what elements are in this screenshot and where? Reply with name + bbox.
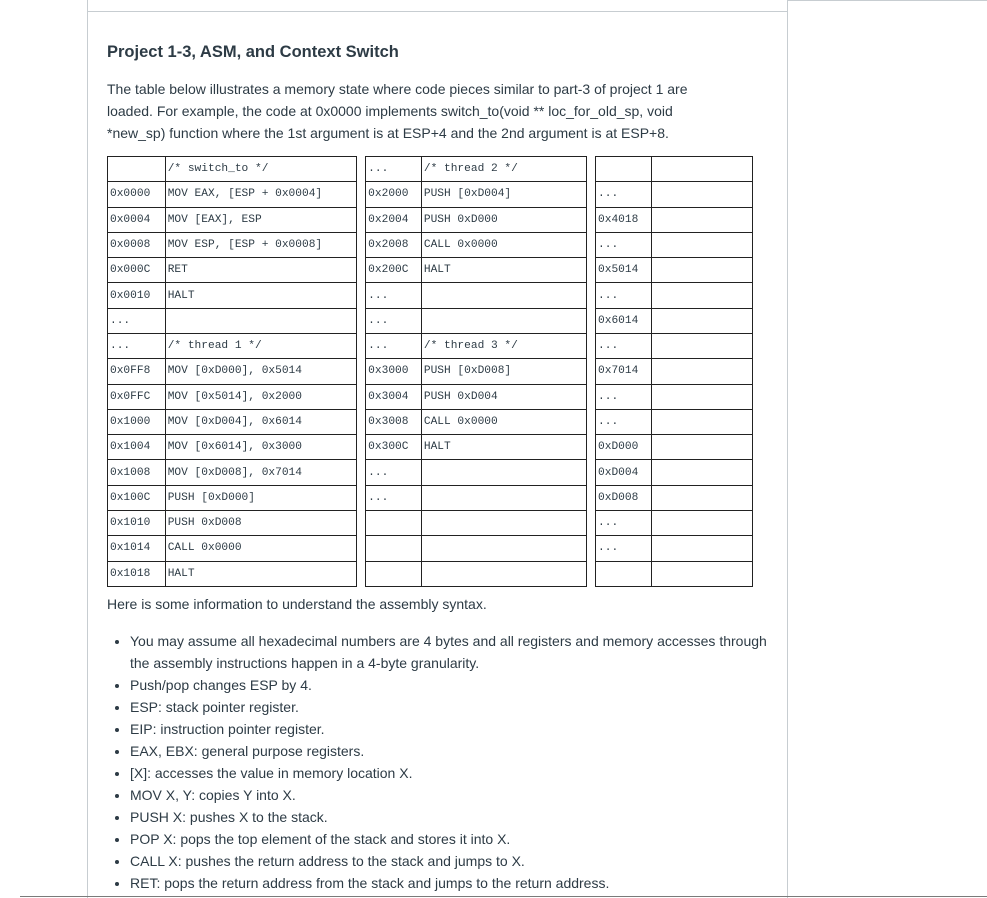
code-cell: PUSH [0xD004]: [421, 182, 586, 207]
addr-cell: 0x1004: [108, 435, 166, 460]
addr-cell: 0x2000: [366, 182, 422, 207]
value-cell: [651, 182, 752, 207]
addr-cell: 0x4018: [596, 207, 652, 232]
list-item: • RET: pops the return address from the stack and jumps to the return address.: [130, 872, 770, 894]
addr-cell: ...: [596, 384, 652, 409]
code-cell: MOV [0x5014], 0x2000: [165, 384, 356, 409]
table-row: [108, 182, 753, 207]
addr-cell: ...: [596, 510, 652, 535]
table-row: [108, 258, 753, 283]
value-cell: [651, 232, 752, 257]
intro-line: loaded. For example, the code at 0x0000 implements switch_to(void ** loc_for_old_sp, void: [107, 103, 673, 119]
addr-cell: [366, 536, 422, 561]
addr-cell: 0x100C: [108, 485, 166, 510]
value-cell: [651, 409, 752, 434]
table-row: [108, 435, 753, 460]
column-gap: [357, 359, 366, 384]
column-gap: [586, 207, 595, 232]
code-cell: [421, 485, 586, 510]
code-cell: MOV EAX, [ESP + 0x0004]: [165, 182, 356, 207]
value-cell: [651, 460, 752, 485]
code-cell: MOV ESP, [ESP + 0x0008]: [165, 232, 356, 257]
addr-cell: 0x1000: [108, 409, 166, 434]
code-cell: RET: [165, 258, 356, 283]
addr-cell: [596, 561, 652, 587]
bottom-divider: [20, 896, 987, 897]
table-row: [108, 283, 753, 308]
table-row: [108, 359, 753, 384]
column-gap: [586, 561, 595, 587]
table-row: [108, 207, 753, 232]
column-gap: [357, 460, 366, 485]
addr-cell: ...: [596, 182, 652, 207]
table-row: [108, 460, 753, 485]
code-cell: [165, 308, 356, 333]
table-row: [108, 510, 753, 535]
column-gap: [357, 157, 366, 182]
addr-cell: 0x3008: [366, 409, 422, 434]
column-gap: [357, 536, 366, 561]
list-item: • MOV X, Y: copies Y into X.: [130, 784, 770, 806]
table-row: [108, 333, 753, 358]
addr-cell: [366, 561, 422, 587]
column-gap: [357, 333, 366, 358]
syntax-list: [107, 630, 770, 894]
addr-cell: 0x0004: [108, 207, 166, 232]
addr-cell: 0x0008: [108, 232, 166, 257]
column-gap: [357, 384, 366, 409]
addr-cell: 0x000C: [108, 258, 166, 283]
list-item: • You may assume all hexadecimal numbers are 4 bytes and all registers and memory accesses through the assembly instructions happen in a 4-byte granularity.: [130, 630, 770, 674]
list-item: • [X]: accesses the value in memory location X.: [130, 762, 770, 784]
addr-cell: 0x1008: [108, 460, 166, 485]
list-item: • CALL X: pushes the return address to the stack and jumps to X.: [130, 850, 770, 872]
column-gap: [586, 510, 595, 535]
table-row: [108, 561, 753, 587]
table-row: [108, 232, 753, 257]
addr-cell: ...: [596, 232, 652, 257]
column-gap: [357, 258, 366, 283]
addr-cell: ...: [108, 333, 166, 358]
code-cell: MOV [0xD004], 0x6014: [165, 409, 356, 434]
table-row: [108, 384, 753, 409]
addr-cell: 0xD000: [596, 435, 652, 460]
code-cell: PUSH 0xD004: [421, 384, 586, 409]
code-cell: CALL 0x0000: [421, 232, 586, 257]
code-cell: [421, 536, 586, 561]
code-cell: PUSH [0xD000]: [165, 485, 356, 510]
code-cell: HALT: [421, 258, 586, 283]
addr-cell: 0x1018: [108, 561, 166, 587]
table-row: [108, 409, 753, 434]
column-gap: [357, 510, 366, 535]
code-cell: MOV [0x6014], 0x3000: [165, 435, 356, 460]
code-cell: [421, 308, 586, 333]
column-gap: [586, 359, 595, 384]
addr-cell: [366, 510, 422, 535]
addr-cell: 0x1014: [108, 536, 166, 561]
addr-cell: 0xD004: [596, 460, 652, 485]
column-gap: [357, 435, 366, 460]
addr-cell: ...: [366, 308, 422, 333]
column-gap: [357, 561, 366, 587]
value-cell: [651, 258, 752, 283]
addr-cell: ...: [596, 283, 652, 308]
code-cell: PUSH 0xD000: [421, 207, 586, 232]
code-cell: PUSH [0xD008]: [421, 359, 586, 384]
addr-cell: ...: [366, 283, 422, 308]
addr-cell: ...: [596, 409, 652, 434]
top-divider: [788, 0, 987, 1]
addr-cell: 0x3004: [366, 384, 422, 409]
addr-cell: 0xD008: [596, 485, 652, 510]
addr-cell: 0x200C: [366, 258, 422, 283]
list-item: • PUSH X: pushes X to the stack.: [130, 806, 770, 828]
value-cell: [651, 435, 752, 460]
addr-cell: [596, 157, 652, 182]
code-cell: /* switch_to */: [165, 157, 356, 182]
code-cell: [421, 283, 586, 308]
code-cell: CALL 0x0000: [165, 536, 356, 561]
addr-cell: ...: [366, 485, 422, 510]
column-gap: [586, 283, 595, 308]
table-row: [108, 485, 753, 510]
column-gap: [357, 409, 366, 434]
value-cell: [651, 207, 752, 232]
addr-cell: 0x0FF8: [108, 359, 166, 384]
list-item: • EAX, EBX: general purpose registers.: [130, 740, 770, 762]
addr-cell: ...: [366, 157, 422, 182]
code-cell: MOV [EAX], ESP: [165, 207, 356, 232]
column-gap: [586, 157, 595, 182]
code-cell: PUSH 0xD008: [165, 510, 356, 535]
addr-cell: 0x5014: [596, 258, 652, 283]
column-gap: [586, 485, 595, 510]
addr-cell: 0x2008: [366, 232, 422, 257]
value-cell: [651, 283, 752, 308]
table-row: [108, 157, 753, 182]
column-gap: [586, 333, 595, 358]
list-item: • Push/pop changes ESP by 4.: [130, 674, 770, 696]
code-cell: [421, 561, 586, 587]
addr-cell: ...: [596, 333, 652, 358]
addr-cell: 0x6014: [596, 308, 652, 333]
column-gap: [586, 384, 595, 409]
list-item: • ESP: stack pointer register.: [130, 696, 770, 718]
addr-cell: ...: [366, 460, 422, 485]
value-cell: [651, 308, 752, 333]
code-cell: CALL 0x0000: [421, 409, 586, 434]
page-title: Project 1-3, ASM, and Context Switch: [107, 43, 399, 61]
column-gap: [586, 308, 595, 333]
code-cell: [421, 460, 586, 485]
code-cell: HALT: [165, 283, 356, 308]
column-gap: [357, 485, 366, 510]
value-cell: [651, 510, 752, 535]
code-cell: HALT: [165, 561, 356, 587]
column-gap: [586, 435, 595, 460]
value-cell: [651, 536, 752, 561]
addr-cell: [108, 157, 166, 182]
addr-cell: ...: [366, 333, 422, 358]
addr-cell: ...: [108, 308, 166, 333]
addr-cell: ...: [596, 536, 652, 561]
addr-cell: 0x0000: [108, 182, 166, 207]
addr-cell: 0x0FFC: [108, 384, 166, 409]
code-cell: /* thread 2 */: [421, 157, 586, 182]
table-row: [108, 536, 753, 561]
column-gap: [586, 258, 595, 283]
value-cell: [651, 359, 752, 384]
addr-cell: 0x3000: [366, 359, 422, 384]
value-cell: [651, 333, 752, 358]
list-item: • POP X: pops the top element of the stack and stores it into X.: [130, 828, 770, 850]
value-cell: [651, 384, 752, 409]
addr-cell: 0x1010: [108, 510, 166, 535]
column-gap: [357, 207, 366, 232]
list-item: • EIP: instruction pointer register.: [130, 718, 770, 740]
column-gap: [357, 308, 366, 333]
intro-line: *new_sp) function where the 1st argument is at ESP+4 and the 2nd argument is at ESP+8.: [107, 125, 669, 141]
code-cell: MOV [0xD000], 0x5014: [165, 359, 356, 384]
column-gap: [357, 182, 366, 207]
addr-cell: 0x7014: [596, 359, 652, 384]
column-gap: [357, 232, 366, 257]
code-cell: [421, 510, 586, 535]
addr-cell: 0x0010: [108, 283, 166, 308]
code-cell: HALT: [421, 435, 586, 460]
intro-paragraph: [107, 78, 747, 144]
syntax-info-text: Here is some information to understand the assembly syntax.: [107, 596, 487, 612]
table-row: [108, 308, 753, 333]
addr-cell: 0x300C: [366, 435, 422, 460]
code-cell: MOV [0xD008], 0x7014: [165, 460, 356, 485]
column-gap: [586, 536, 595, 561]
code-cell: /* thread 3 */: [421, 333, 586, 358]
column-gap: [586, 182, 595, 207]
value-cell: [651, 157, 752, 182]
column-gap: [586, 460, 595, 485]
value-cell: [651, 561, 752, 587]
addr-cell: 0x2004: [366, 207, 422, 232]
column-gap: [586, 409, 595, 434]
memory-table: [107, 156, 753, 587]
column-gap: [586, 232, 595, 257]
intro-line: The table below illustrates a memory state where code pieces similar to part-3 of project 1 are: [107, 81, 688, 97]
value-cell: [651, 485, 752, 510]
column-gap: [357, 283, 366, 308]
code-cell: /* thread 1 */: [165, 333, 356, 358]
